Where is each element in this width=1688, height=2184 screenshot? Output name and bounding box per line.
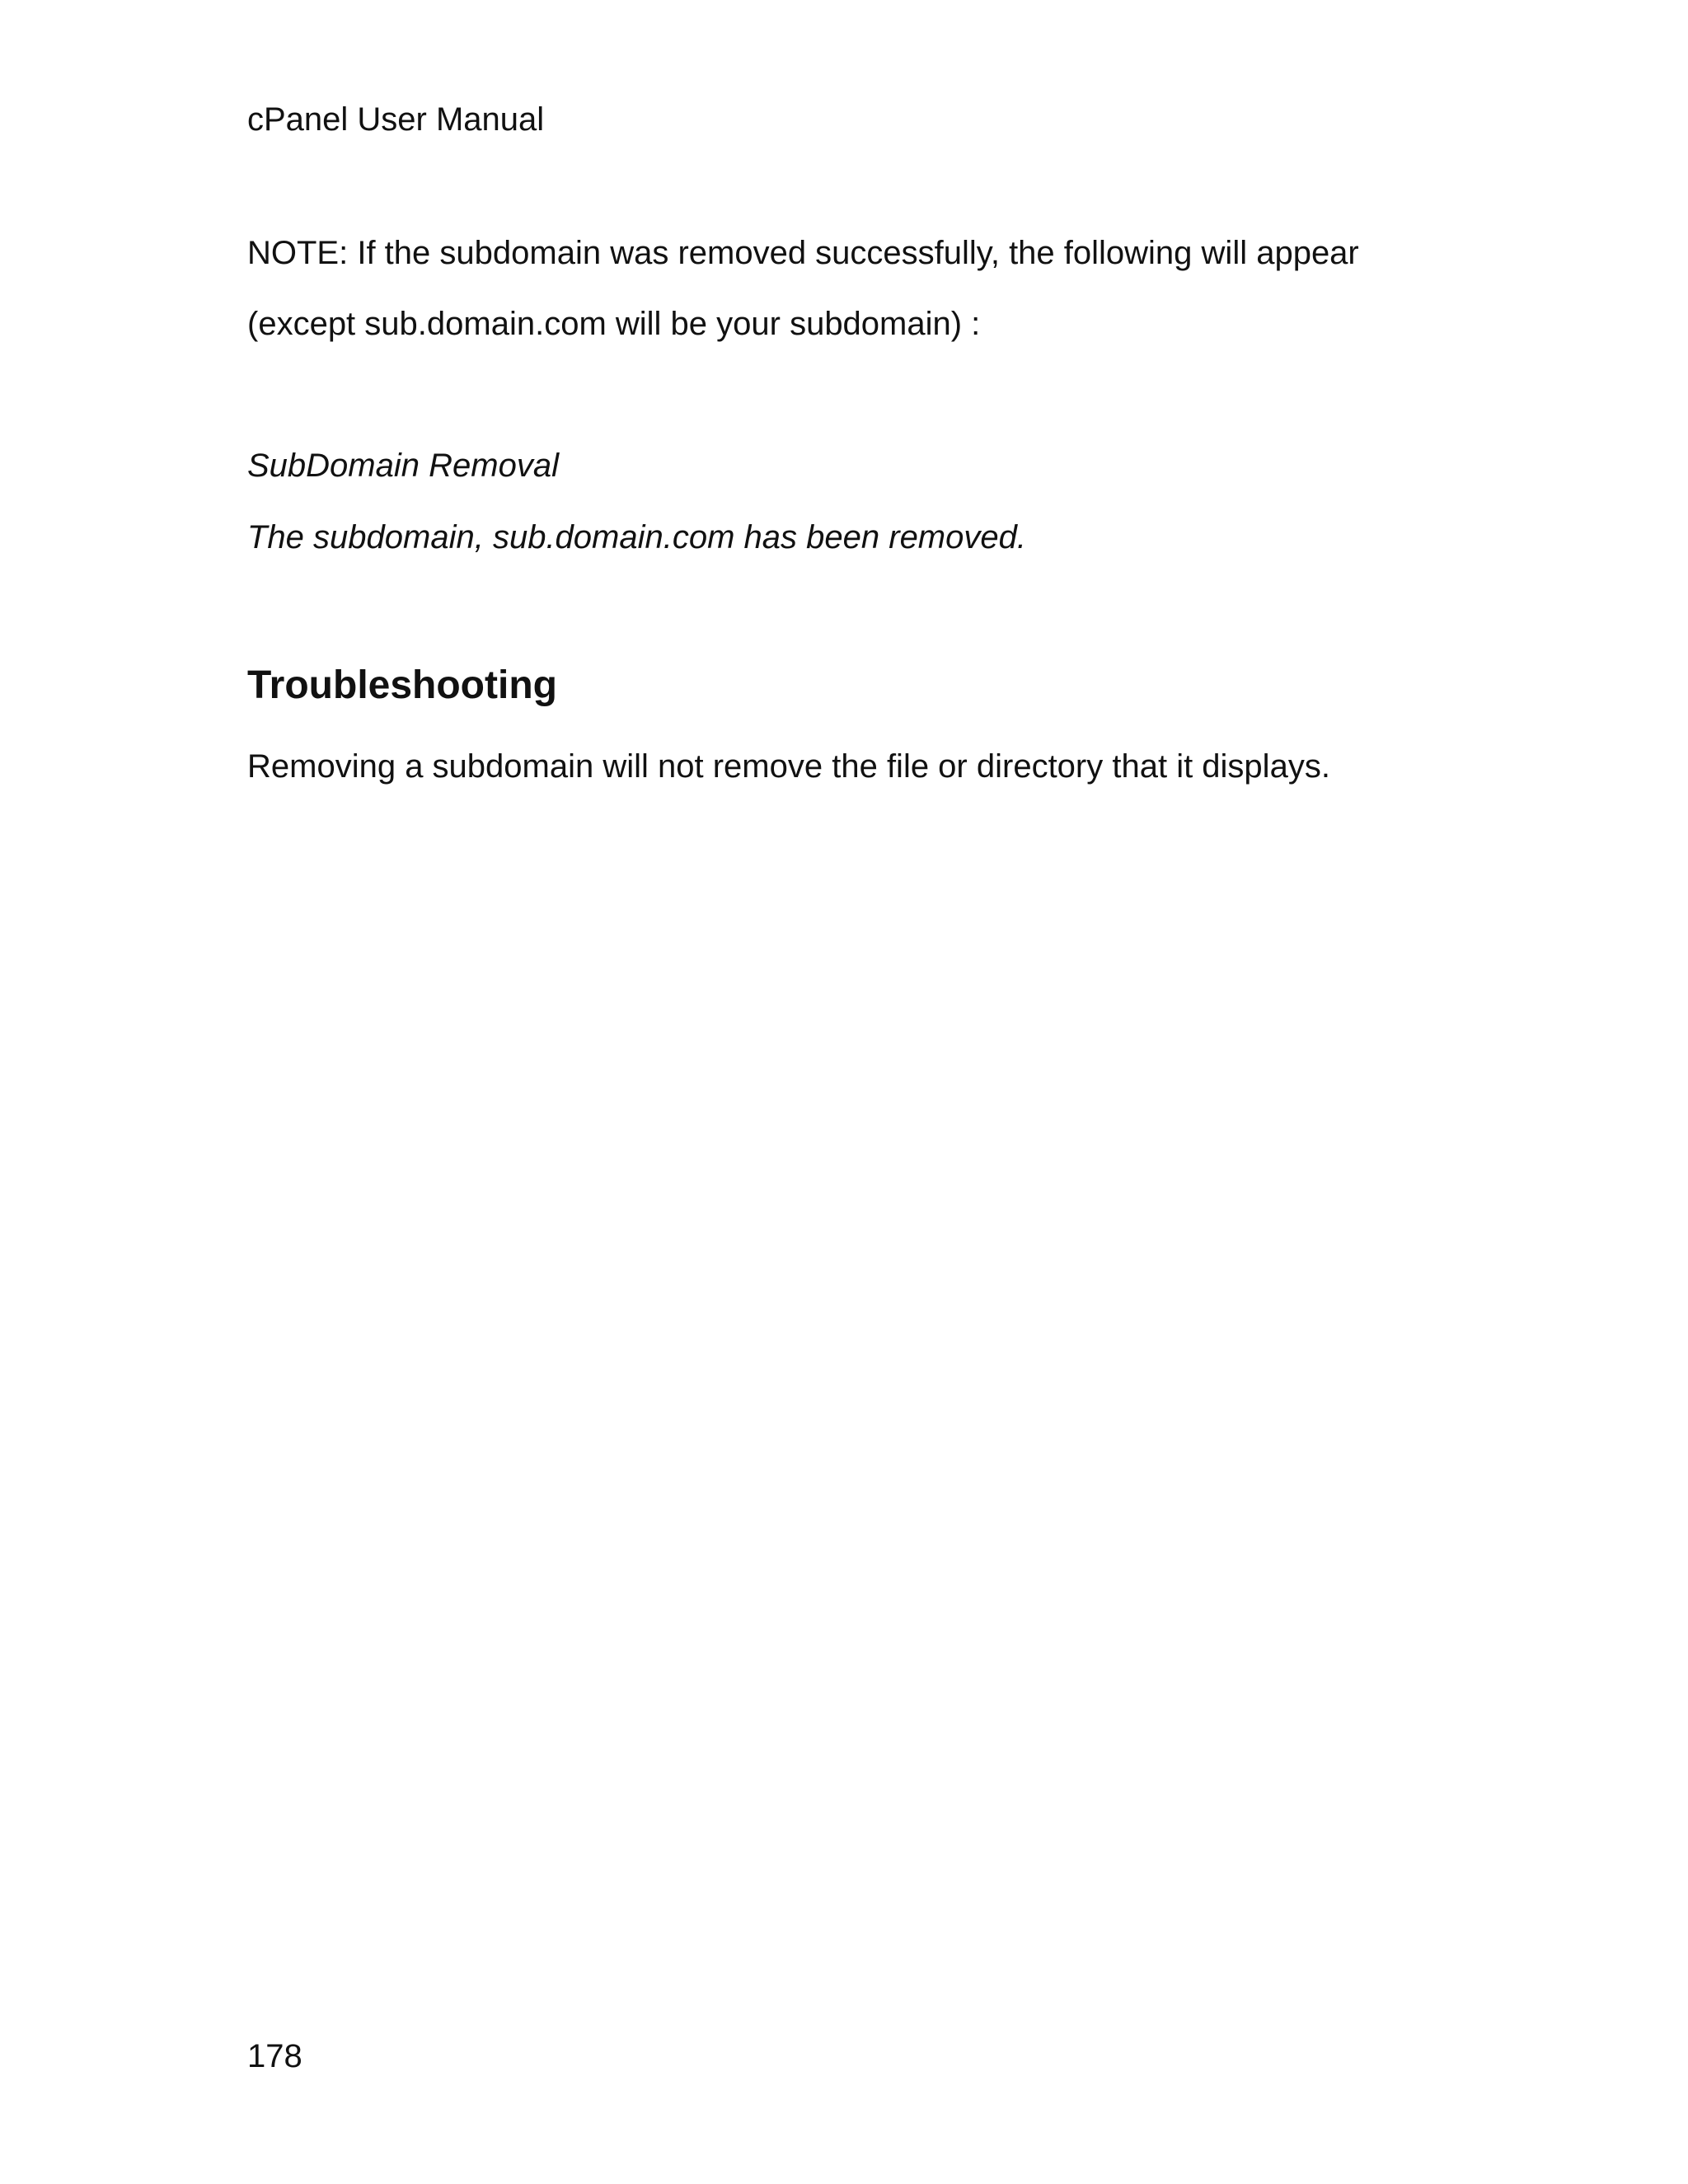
example-title: SubDomain Removal [247,448,559,484]
page-number: 178 [247,2038,302,2074]
section-heading: Troubleshooting [247,663,557,707]
section-body: Removing a subdomain will not remove the file or directory that it displays. [247,748,1330,785]
note-line-1: NOTE: If the subdomain was removed successfully, the following will appear [247,235,1359,271]
document-header: cPanel User Manual [247,101,545,138]
note-line-2: (except sub.domain.com will be your subdomain) : [247,306,981,342]
example-message: The subdomain, sub.domain.com has been removed. [247,519,1026,555]
